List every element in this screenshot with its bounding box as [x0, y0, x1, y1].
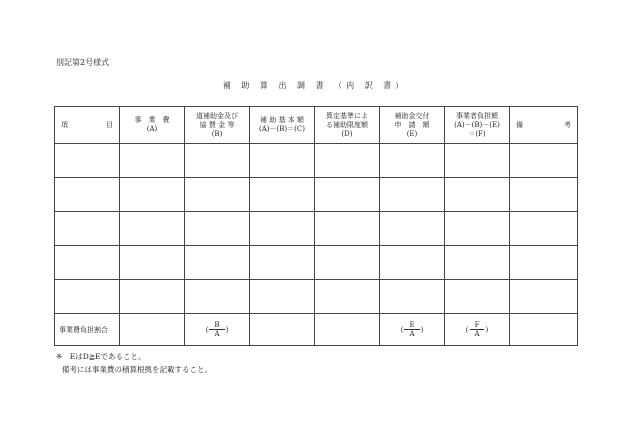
header-operator-burden: 事業者負担額 (A)－(B)－(E) ＝(F) — [445, 107, 510, 144]
note-condition: ※ EはD≧Eであること。 — [56, 352, 146, 361]
header-project-cost: 事 業 費 (A) — [120, 107, 185, 144]
ratio-f-over-a: ( $\frac{F}{A}$ ) — [445, 314, 510, 346]
header-prefecture-subsidy: 道補助金及び 協 賛 金 等 (B) — [185, 107, 250, 144]
table-row — [55, 212, 578, 246]
document-title: 補 助 算 出 調 書 （内 訳 書） — [222, 81, 408, 90]
form-number: 別記第2号様式 — [56, 58, 110, 67]
header-application-amount: 補助金交付 申 請 額 (E) — [380, 107, 445, 144]
header-row — [55, 107, 578, 144]
table-row — [55, 280, 578, 314]
ratio-row — [55, 314, 578, 346]
header-item: 項 目 — [55, 107, 120, 144]
header-base-amount: 補 助 基 本 額 (A)－(B)＝(C) — [250, 107, 315, 144]
subsidy-calculation-table — [54, 106, 578, 346]
note-remarks: 備考には事業費の積算根拠を記載すること。 — [62, 365, 212, 374]
header-remarks: 備 考 — [510, 107, 578, 144]
table-row — [55, 178, 578, 212]
ratio-b-over-a: ( $\frac{B}{A}$ ) — [185, 314, 250, 346]
table-row — [55, 144, 578, 178]
table-row — [55, 246, 578, 280]
ratio-e-over-a: ( $\frac{E}{A}$ ) — [380, 314, 445, 346]
header-limit-amount: 算定基準によ る補助限度額 (D) — [315, 107, 380, 144]
ratio-label: 事業費負担割合 — [55, 314, 120, 346]
